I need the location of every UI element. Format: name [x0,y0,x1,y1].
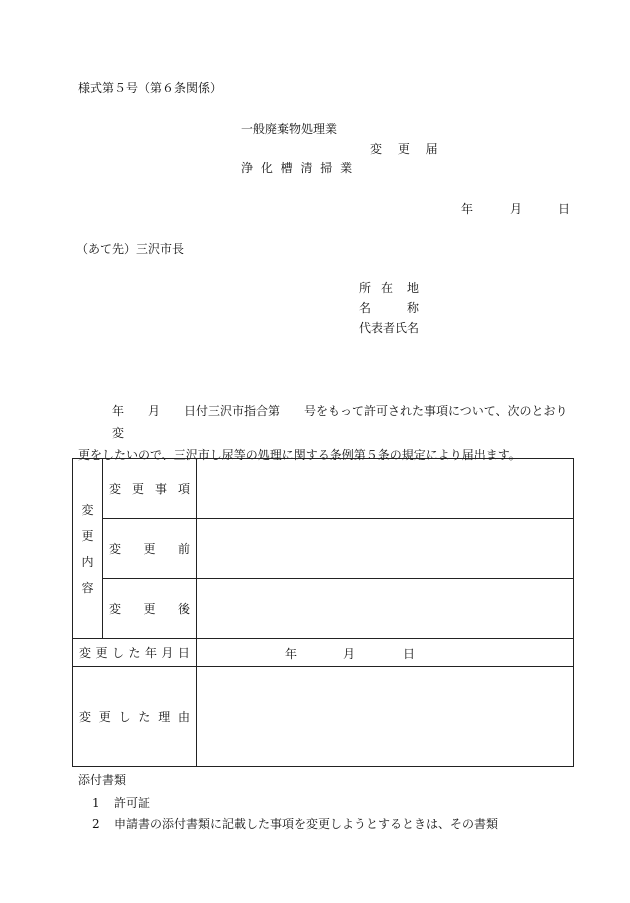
label-char: 在 [381,281,394,295]
label-char: 地 [407,281,420,295]
before-change-field[interactable] [197,519,574,579]
attachment-text: 許可証 [114,796,151,810]
change-year-label: 年 [285,647,298,661]
change-date-label: 変 更 し た 年 月 日 [73,639,197,667]
document-title: 変 更 届 [370,142,444,156]
business-type-septic-cleaning: 浄 化 槽 清 掃 業 [241,161,355,175]
label-char: 名 [359,301,372,315]
change-details-table [72,458,574,767]
side-char: 変 [81,502,94,517]
attachments-title: 添付書類 [78,773,127,787]
attachment-number: 2 [92,817,100,831]
side-char: 内 [81,554,94,569]
addressee: （あて先）三沢市長 [76,242,185,256]
change-date-field[interactable] [197,639,574,667]
change-reason-label: 変 更 し た 理 由 [73,667,197,767]
label-char: 所 [359,281,372,295]
label-text: 代表者氏名 [359,321,420,335]
form-number: 様式第５号（第６条関係） [78,81,223,95]
business-type-general-waste: 一般廃棄物処理業 [241,122,338,136]
attachment-number: 1 [92,796,100,810]
after-change-field[interactable] [197,579,574,639]
notification-text [78,400,576,466]
side-char: 更 [81,528,94,543]
after-change-label: 変 更 後 [103,579,197,639]
attachment-text: 申請書の添付書類に記載した事項を変更しようとするときは、その書類 [114,817,499,831]
change-content-side-label [73,459,103,639]
date-day-label: 日 [558,202,571,216]
change-day-label: 日 [403,647,416,661]
applicant-name-label [359,300,419,316]
notification-line-1: 年 月 日付三沢市指合第 号をもって許可された事項について、次のとおり変 [112,404,568,440]
applicant-representative-label [359,320,419,336]
date-month-label: 月 [510,202,523,216]
applicant-address-label [359,280,419,296]
change-reason-field[interactable] [197,667,574,767]
change-item-field[interactable] [197,459,574,519]
change-item-label: 変 更 事 項 [103,459,197,519]
before-change-label: 変 更 前 [103,519,197,579]
side-char: 容 [81,580,94,595]
attachment-item [92,816,498,832]
label-char: 称 [407,301,420,315]
change-month-label: 月 [343,647,356,661]
date-year-label: 年 [461,202,474,216]
attachment-item [92,795,150,811]
notification-line-2: 更をしたいので、三沢市し尿等の処理に関する条例第５条の規定により届出ます。 [78,448,521,462]
